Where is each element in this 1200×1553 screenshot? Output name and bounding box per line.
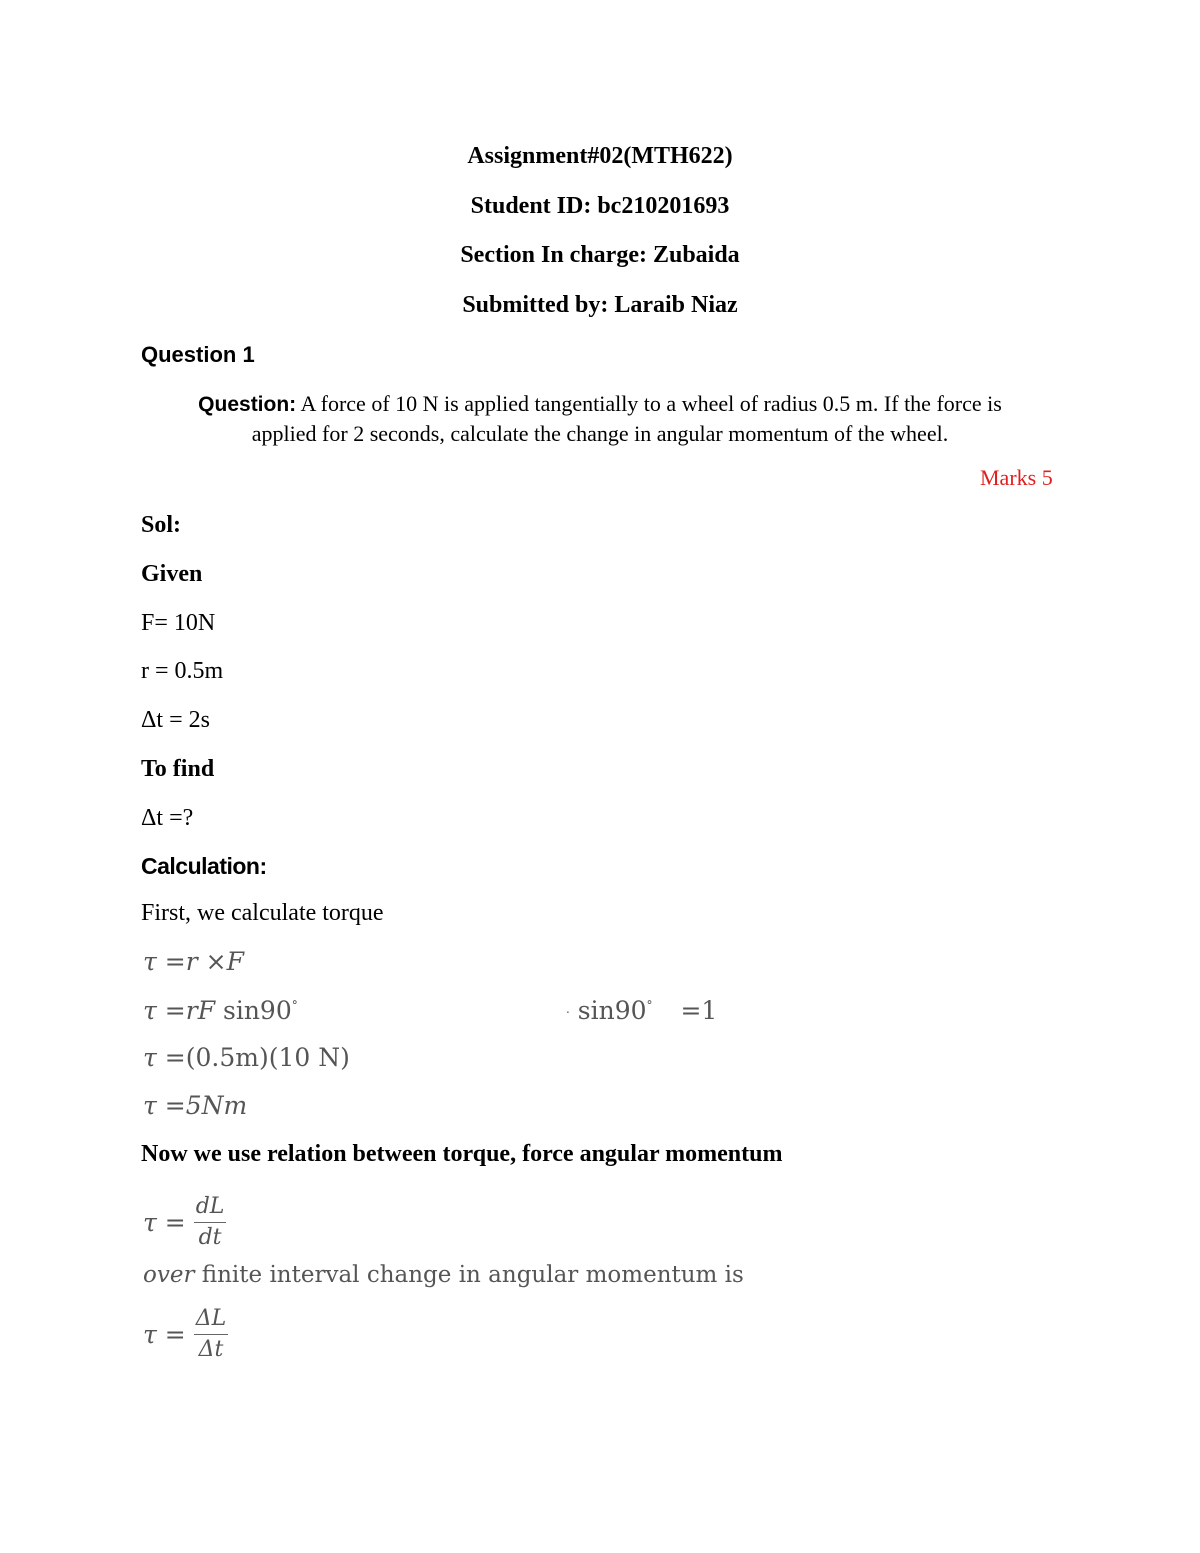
question-label: Question: bbox=[198, 393, 297, 416]
over-word: over bbox=[143, 1262, 195, 1288]
given-force: F= 10N bbox=[141, 610, 216, 636]
fraction-numerator: ΔL bbox=[194, 1304, 229, 1335]
equals-sign: = bbox=[156, 1091, 186, 1120]
sin90-note bbox=[566, 996, 717, 1025]
calc-intro: First, we calculate torque bbox=[141, 900, 384, 926]
torque-equation-1 bbox=[143, 947, 244, 976]
torque-equation-3 bbox=[143, 1043, 350, 1072]
sin90-term: sin90 bbox=[215, 996, 292, 1025]
finite-interval-text bbox=[143, 1262, 744, 1288]
torque-delta-equation bbox=[143, 1304, 228, 1365]
eq4-rhs: 5Nm bbox=[185, 1091, 248, 1120]
fraction-dl-dt bbox=[194, 1192, 227, 1253]
tau-symbol: τ bbox=[143, 1043, 157, 1072]
note-sin90: sin90 bbox=[577, 996, 647, 1025]
note-dot: · bbox=[566, 1005, 570, 1020]
tau-symbol: τ bbox=[143, 996, 157, 1025]
equals-sign: = bbox=[156, 1320, 186, 1349]
fraction-denominator: Δt bbox=[198, 1337, 224, 1362]
torque-equation-4 bbox=[143, 1091, 247, 1120]
torque-derivative-equation bbox=[143, 1192, 226, 1253]
to-find-heading: To find bbox=[141, 756, 215, 782]
finite-interval-rest: finite interval change in angular momentum is bbox=[194, 1262, 744, 1288]
given-time: Δt = 2s bbox=[141, 707, 210, 733]
question-heading: Question 1 bbox=[141, 342, 255, 367]
assignment-title: Assignment#02(MTH622) bbox=[467, 143, 733, 169]
equals-sign: = bbox=[156, 996, 186, 1025]
marks-label: Marks 5 bbox=[980, 465, 1053, 490]
submitted-by: Submitted by: Laraib Niaz bbox=[462, 292, 738, 318]
sol-heading: Sol: bbox=[141, 512, 182, 538]
question-text-line-2: applied for 2 seconds, calculate the change in angular momentum of the wheel. bbox=[251, 421, 949, 446]
question-body-1: A force of 10 N is applied tangentially to a wheel of radius 0.5 m. If the force is bbox=[296, 391, 1002, 416]
fraction-numerator: dL bbox=[194, 1192, 227, 1223]
student-id: Student ID: bc210201693 bbox=[470, 193, 730, 219]
tau-symbol: τ bbox=[143, 947, 157, 976]
tau-symbol: τ bbox=[143, 1320, 157, 1349]
question-text-line-1 bbox=[0, 391, 1200, 417]
equals-sign: = bbox=[156, 1208, 186, 1237]
fraction-delta-l-delta-t bbox=[194, 1304, 229, 1365]
given-radius: r = 0.5m bbox=[141, 658, 224, 684]
section-in-charge: Section In charge: Zubaida bbox=[460, 242, 740, 268]
eq3-rhs: (0.5m)(10 N) bbox=[185, 1043, 350, 1072]
degree-mark: ° bbox=[291, 998, 298, 1013]
to-find-value: Δt =? bbox=[141, 805, 194, 831]
eq2-rhs: rF bbox=[185, 996, 216, 1025]
torque-equation-2 bbox=[143, 996, 298, 1025]
given-heading: Given bbox=[141, 561, 203, 587]
fraction-denominator: dt bbox=[198, 1225, 222, 1250]
calculation-heading: Calculation: bbox=[141, 853, 267, 879]
note-equals-one: =1 bbox=[680, 996, 718, 1025]
note-degree-mark: ° bbox=[646, 998, 653, 1013]
eq1-rhs: r ×F bbox=[185, 947, 244, 976]
equals-sign: = bbox=[156, 1043, 186, 1072]
tau-symbol: τ bbox=[143, 1091, 157, 1120]
tau-symbol: τ bbox=[143, 1208, 157, 1237]
relation-text: Now we use relation between torque, force angular momentum bbox=[141, 1141, 783, 1167]
equals-sign: = bbox=[156, 947, 186, 976]
